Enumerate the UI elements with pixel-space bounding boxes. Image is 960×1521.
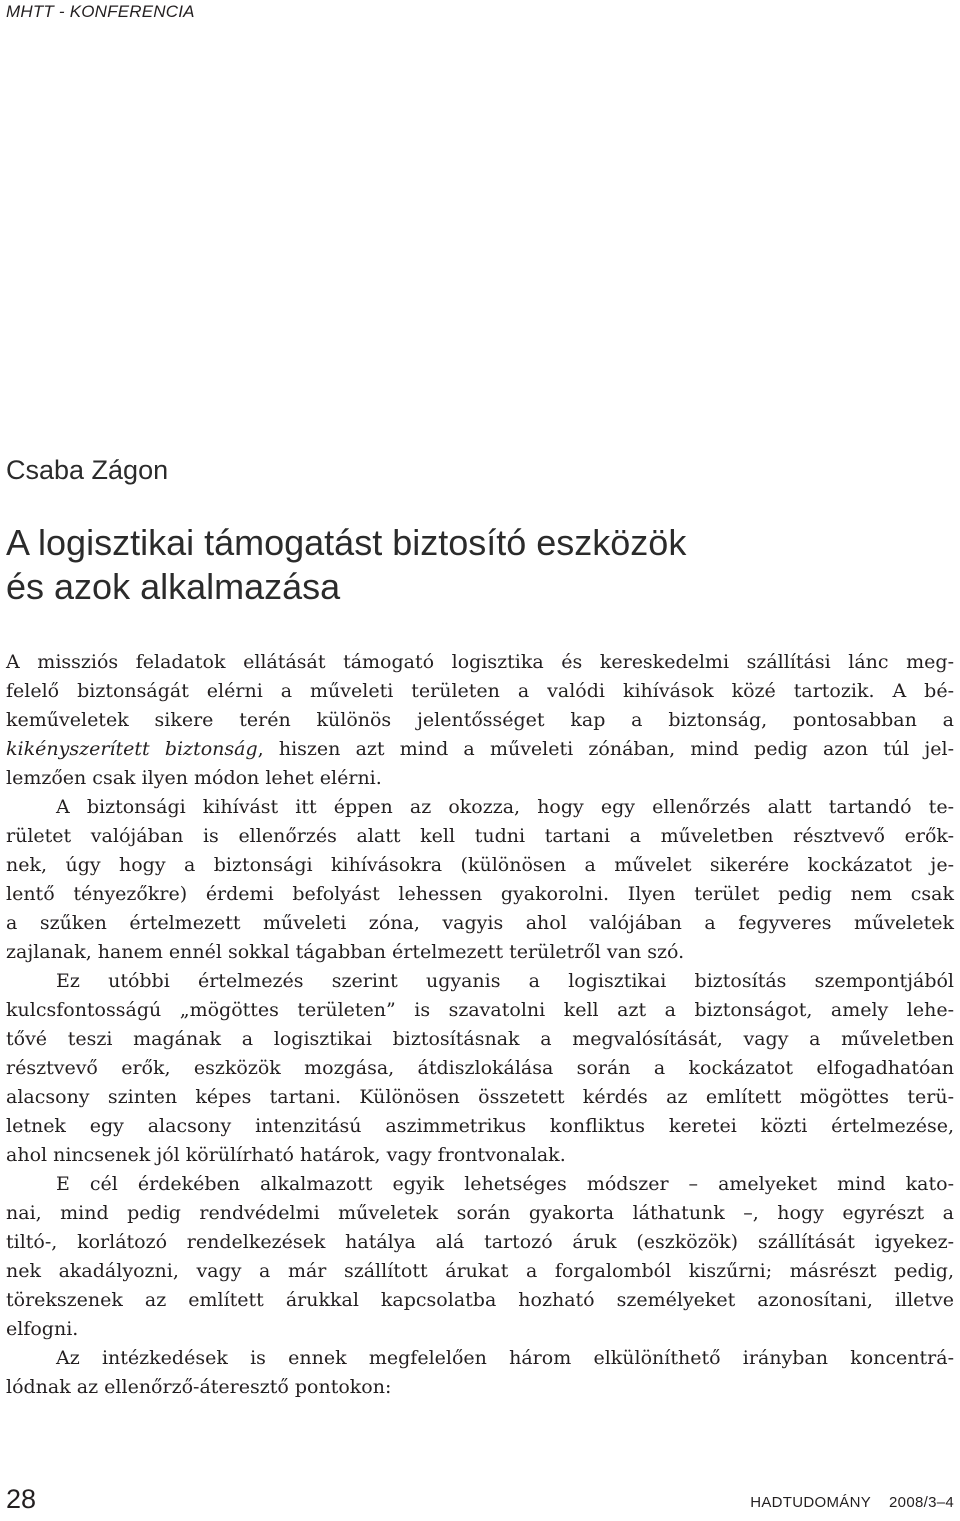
title-line: és azok alkalmazása [6, 566, 341, 607]
page-number: 28 [6, 1484, 37, 1514]
text-line: E cél érdekében alkalmazott egyik lehetséges módszer – amelyeket mind kato- [56, 1173, 954, 1195]
paragraph [6, 648, 954, 793]
journal-name: HADTUDOMÁNY [750, 1494, 872, 1511]
paragraph [6, 1344, 954, 1402]
text-line: kulcsfontosságú „mögöttes területen” is szavatolni kell azt a biztonságot, amely lehe- [6, 999, 954, 1021]
text-run: , hiszen azt mind a műveleti zónában, mind pedig azon túl jel- [257, 738, 954, 760]
paragraph [6, 793, 954, 967]
journal-issue: 2008/3–4 [889, 1494, 954, 1511]
emphasized-term: kikényszerített biztonság [6, 738, 258, 760]
paragraph [6, 967, 954, 1170]
text-line: keműveletek sikere terén különös jelentősséget kap a biztonság, pontosabban a [6, 709, 954, 731]
article-body [6, 648, 954, 1402]
article-title [6, 521, 946, 609]
running-head: MHTT - KONFERENCIA [6, 2, 195, 21]
text-line: A biztonsági kihívást itt éppen az okozza, hogy egy ellenőrzés alatt tartandó te- [56, 796, 954, 818]
text-line: törekszenek az említett árukkal kapcsolatba hozható személyeket azonosítani, illetve [6, 1289, 954, 1311]
article-author: Csaba Zágon [6, 455, 169, 485]
text-line: tővé teszi magának a logisztikai biztosításnak a megvalósítását, vagy a műveletben [6, 1028, 954, 1050]
text-line: lemzően csak ilyen módon lehet elérni. [6, 767, 382, 789]
text-line: ahol nincsenek jól körülírható határok, vagy frontvonalak. [6, 1144, 566, 1166]
text-line: elfogni. [6, 1318, 79, 1340]
text-line: felelő biztonságát elérni a műveleti területen a valódi kihívások közé tartozik. A bé- [6, 680, 954, 702]
text-line [6, 735, 954, 764]
text-line: résztvevő erők, eszközök mozgása, átdiszlokálása során a kockázatot elfogadhatóan [6, 1057, 954, 1079]
text-line: Az intézkedések is ennek megfelelően három elkülöníthető irányban koncentrá- [56, 1347, 954, 1369]
text-line: letnek egy alacsony intenzitású aszimmetrikus konfliktus keretei közti értelmezése, [6, 1115, 954, 1137]
text-line: nek, úgy hogy a biztonsági kihívásokra (különösen a művelet sikerére kockázatot je- [6, 854, 954, 876]
text-line: alacsony szinten képes tartani. Különösen összetett kérdés az említett mögöttes terü- [6, 1086, 954, 1108]
text-line: zajlanak, hanem ennél sokkal tágabban értelmezett területről van szó. [6, 941, 685, 963]
journal-footer [750, 1494, 954, 1511]
text-line: Ez utóbbi értelmezés szerint ugyanis a logisztikai biztosítás szempontjából [56, 970, 954, 992]
title-line: A logisztikai támogatást biztosító eszközök [6, 522, 687, 563]
text-line: a szűken értelmezett műveleti zóna, vagyis ahol valójában a fegyveres műveletek [6, 912, 954, 934]
text-line: nai, mind pedig rendvédelmi műveletek során gyakorta láthatunk –, hogy egyrészt a [6, 1202, 954, 1224]
text-line: A missziós feladatok ellátását támogató logisztika és kereskedelmi szállítási lánc meg- [6, 651, 954, 673]
text-line: tiltó-, korlátozó rendelkezések hatálya alá tartozó áruk (eszközök) szállítását igyekez- [6, 1231, 954, 1253]
text-line: lentő tényezőkre) érdemi befolyást lehessen gyakorolni. Ilyen terület pedig nem csak [6, 883, 954, 905]
text-line: rületet valójában is ellenőrzés alatt kell tudni tartani a műveletben résztvevő erők- [6, 825, 954, 847]
text-line: nek akadályozni, vagy a már szállított árukat a forgalomból kiszűrni; másrészt pedig, [6, 1260, 954, 1282]
paragraph [6, 1170, 954, 1344]
text-line: lódnak az ellenőrző-áteresztő pontokon: [6, 1376, 392, 1398]
